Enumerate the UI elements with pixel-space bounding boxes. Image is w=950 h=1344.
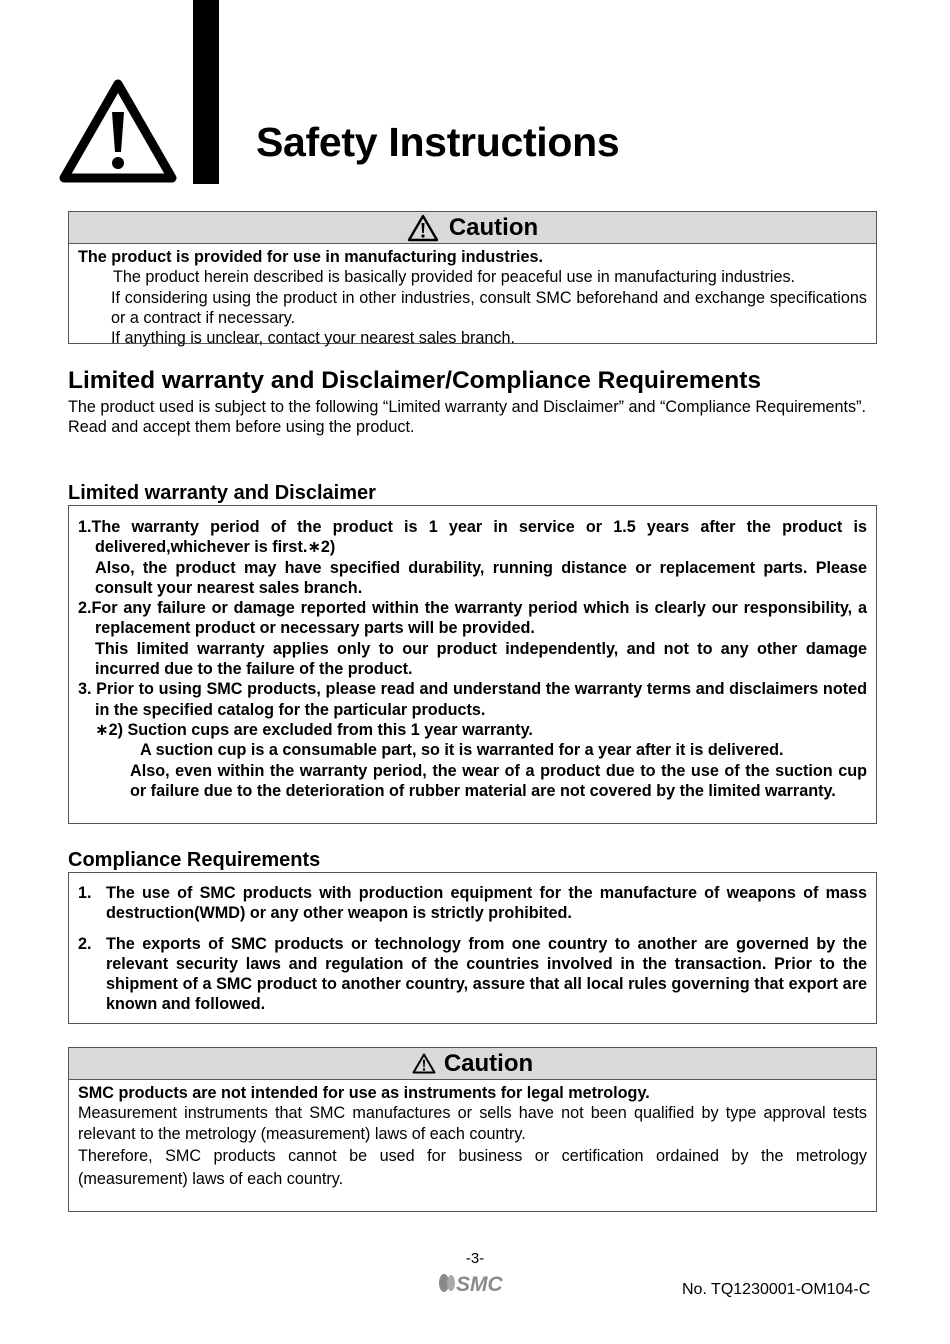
caution-lead: SMC products are not intended for use as instruments for legal metrology. <box>78 1084 650 1102</box>
warranty-note-title: ∗2) Suction cups are excluded from this 1 year warranty. <box>95 720 533 739</box>
caution-line: If anything is unclear, contact your nearest sales branch. <box>111 329 516 348</box>
caution-line: The product herein described is basically provided for peaceful use in manufacturing industries. <box>113 268 796 287</box>
document-number: No. TQ1230001-OM104-C <box>682 1281 871 1298</box>
warranty-item-cont: This limited warranty applies only to our product independently, and not to any other damage incurred due to the failure of the product. <box>95 639 867 679</box>
caution-heading <box>69 212 876 244</box>
caution-icon <box>412 1053 436 1074</box>
warranty-note-line: Also, even within the warranty period, the wear of a product due to the use of the suction cup or failure due to the deterioration of rubber material are not covered by the limited warranty. <box>130 761 867 800</box>
caution-paragraph: Therefore, SMC products cannot be used for business or certification ordained by the metrology (measurement) laws of each country. <box>78 1146 867 1188</box>
caution-icon <box>407 214 439 242</box>
warranty-item: 2.For any failure or damage reported within the warranty period which is clearly our responsibility, a replacement product or necessary parts will be provided. <box>78 599 867 638</box>
caution-heading-text: Caution <box>448 213 539 241</box>
caution-heading-text: Caution <box>443 1049 534 1077</box>
compliance-item-text: The use of SMC products with production equipment for the manufacture of weapons of mass destruction(WMD) or any other weapon is strictly prohibited. <box>106 884 867 923</box>
compliance-item-number: 1. <box>78 884 92 902</box>
svg-text:SMC: SMC <box>456 1273 503 1295</box>
warranty-box <box>68 505 877 824</box>
compliance-item <box>78 934 867 1015</box>
caution-lead: The product is provided for use in manufacturing industries. <box>78 248 543 266</box>
caution-box <box>68 1047 877 1212</box>
caution-paragraph: Measurement instruments that SMC manufactures or sells have not been qualified by type approval tests relevant to the metrology (measurement) laws of each country. <box>78 1104 867 1143</box>
compliance-box <box>68 872 877 1024</box>
compliance-item-text: The exports of SMC products or technology from one country to another are governed by the relevant security laws and regulation of the countries involved in the transaction. Prior to the shipment of a SMC product to another country, assure that all local rules governing that export are known and followed. <box>106 934 867 1014</box>
smc-logo <box>437 1271 517 1295</box>
warranty-item: 3. Prior to using SMC products, please read and understand the warranty terms and disclaimers noted in the specified catalog for the particular products. <box>78 680 867 719</box>
page-number: -3- <box>465 1250 485 1267</box>
warning-triangle-icon <box>58 78 178 186</box>
compliance-item-number: 2. <box>78 934 92 953</box>
caution-heading <box>69 1048 876 1080</box>
page-title: Safety Instructions <box>256 119 620 165</box>
warranty-item-cont: Also, the product may have specified durability, running distance or replacement parts. Please consult your nearest sales branch. <box>95 558 867 597</box>
warranty-title: Limited warranty and Disclaimer <box>68 482 376 504</box>
compliance-title: Compliance Requirements <box>68 849 321 871</box>
intro-line: The product used is subject to the following “Limited warranty and Disclaimer” and “Compliance Requirements”. <box>68 398 867 416</box>
caution-line: If considering using the product in other industries, consult SMC beforehand and exchange specifications or a contract if necessary. <box>111 288 867 327</box>
section-intro <box>68 397 883 438</box>
section-title: Limited warranty and Disclaimer/Compliance Requirements <box>68 367 762 394</box>
warranty-note-line: A suction cup is a consumable part, so it is warranted for a year after it is delivered. <box>140 741 784 760</box>
intro-line: Read and accept them before using the product. <box>68 418 415 437</box>
compliance-item <box>78 883 867 924</box>
caution-box <box>68 211 877 348</box>
header-bar <box>193 0 219 184</box>
warranty-item: 1.The warranty period of the product is 1 year in service or 1.5 years after the product is delivered,whichever is first.∗2) <box>78 518 867 557</box>
